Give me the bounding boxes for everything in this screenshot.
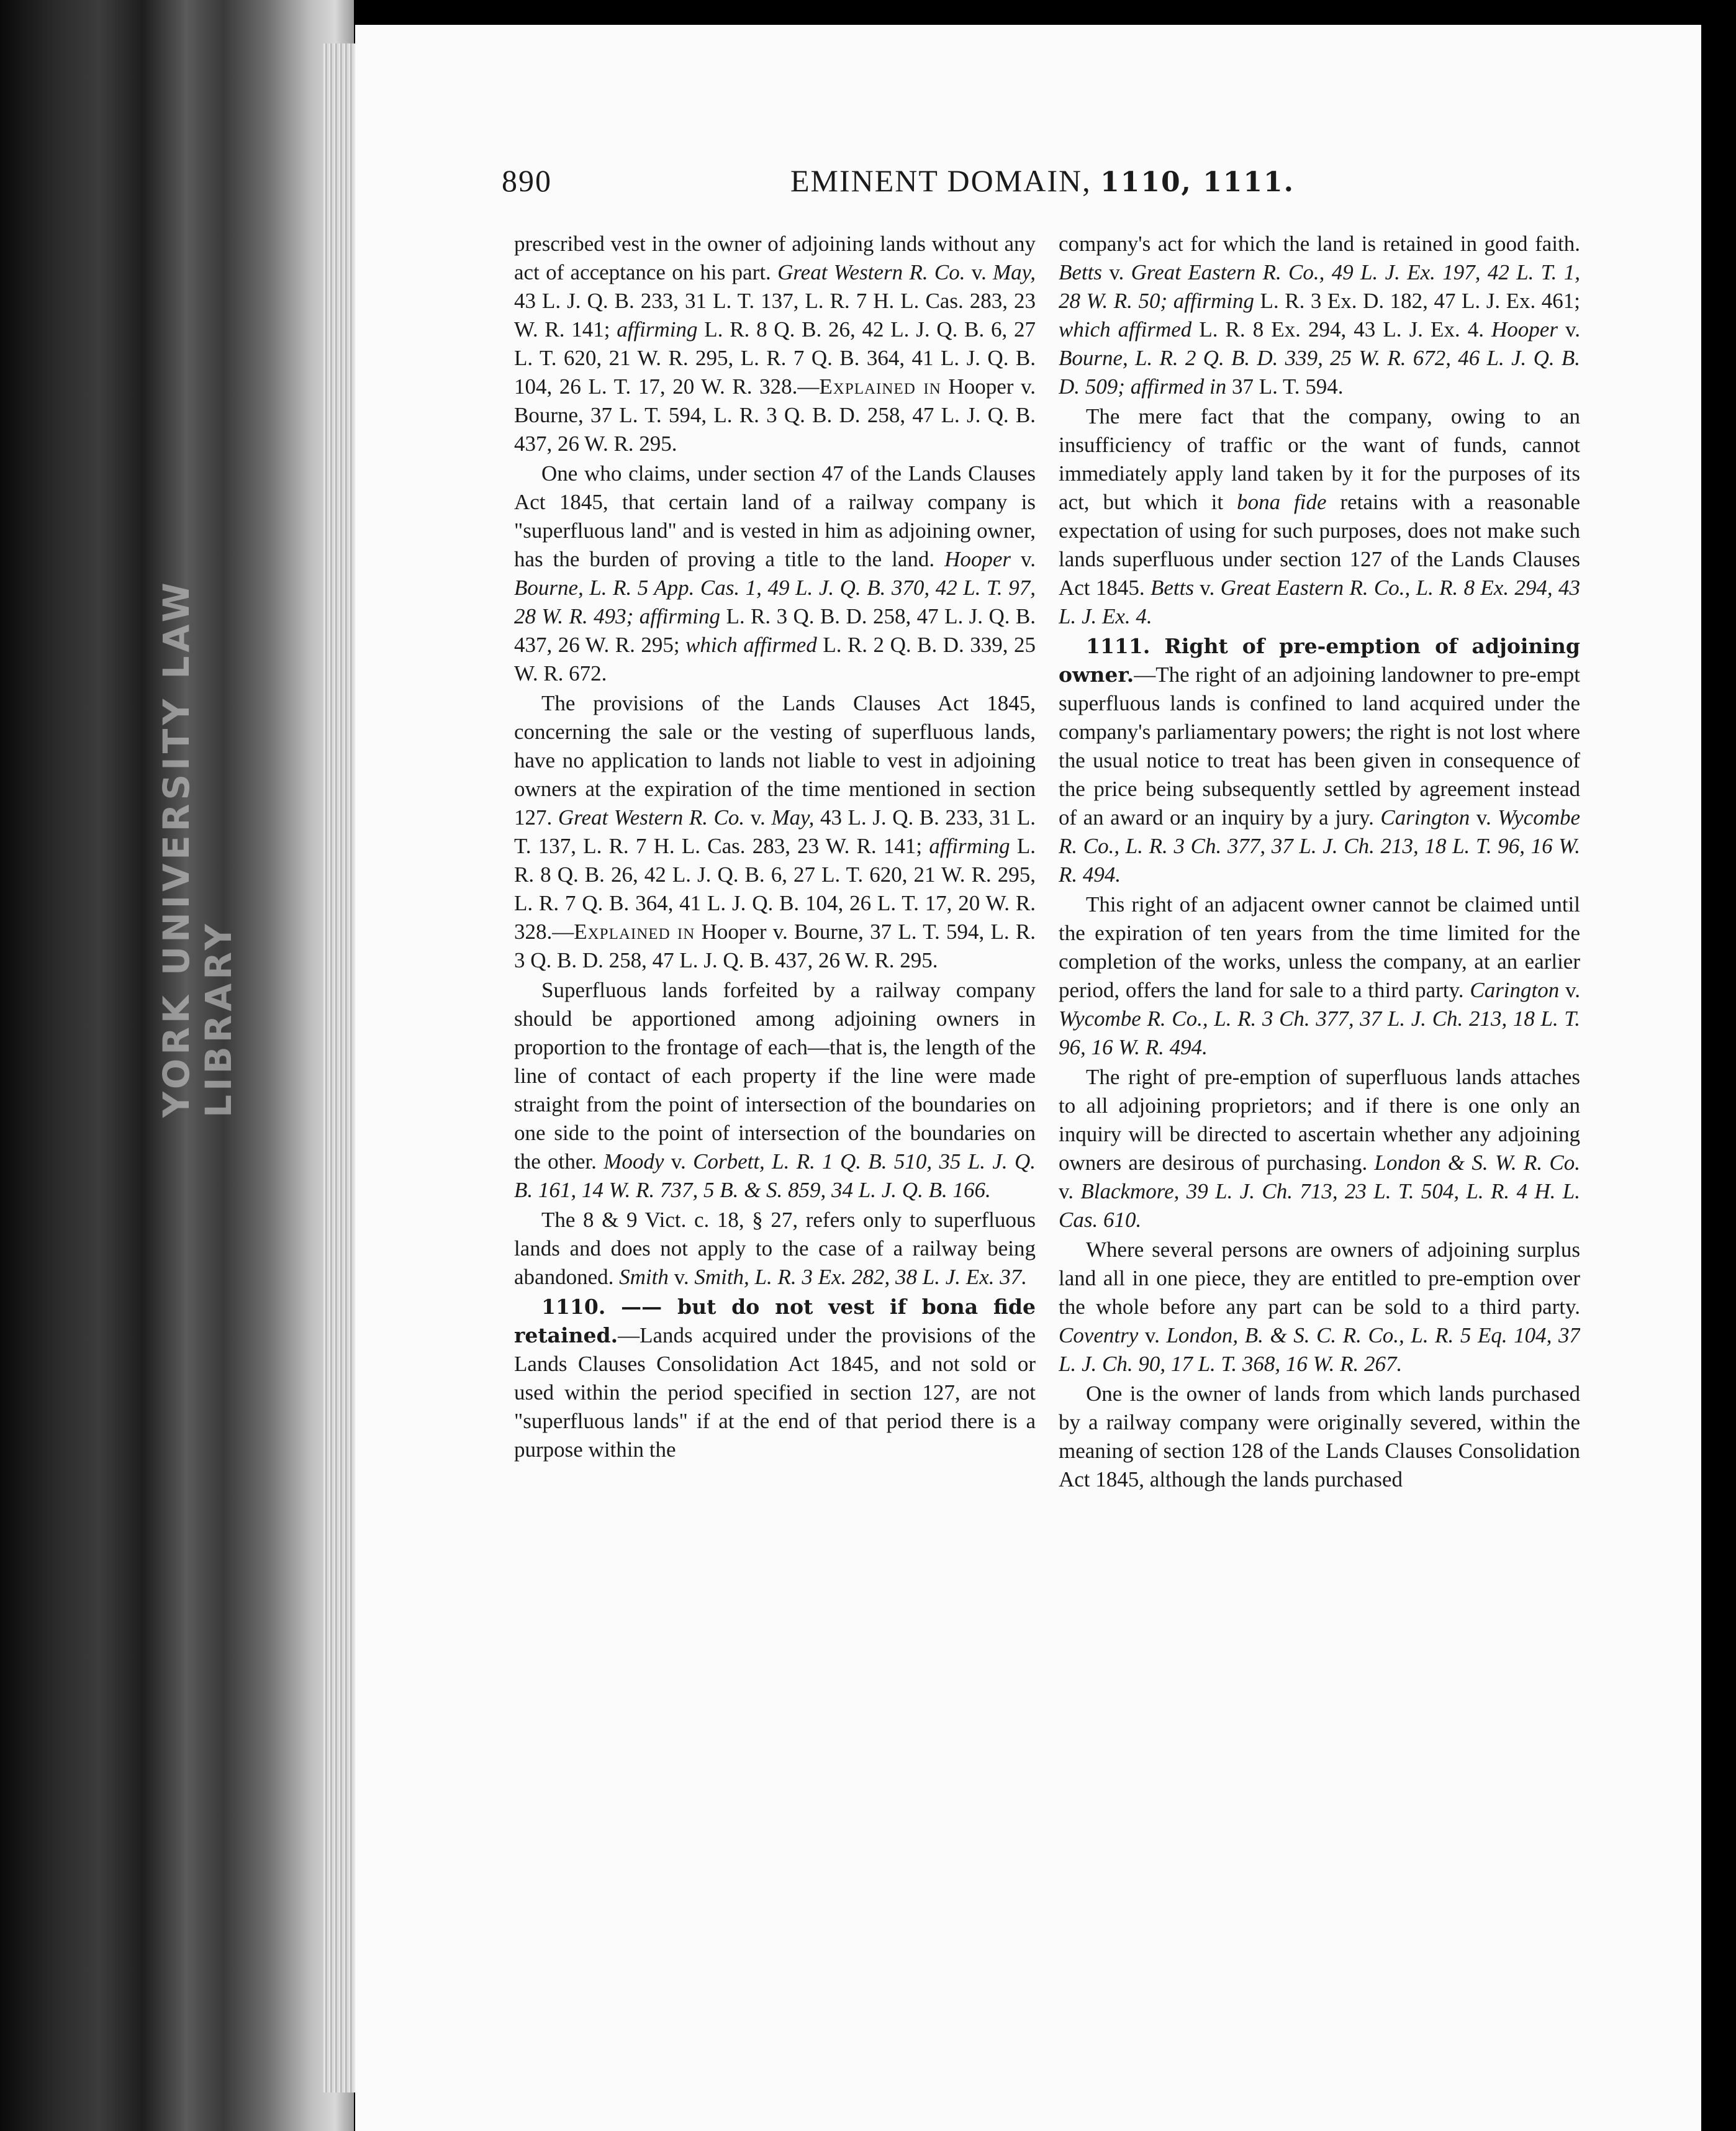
library-stamp: YORK UNIVERSITY LAW LIBRARY xyxy=(155,579,240,1118)
paragraph: The 8 & 9 Vict. c. 18, § 27, refers only to superfluous lands and does not apply to the case of a railway being abandoned. Smith v. Smith, L. R. 3 Ex. 282, 38 L. J. Ex. 37. xyxy=(514,1208,1036,1289)
running-header xyxy=(502,163,1309,212)
paragraph: Superfluous lands forfeited by a railway company should be apportioned among adjoining owners in proportion to the frontage of each—that is, the length of the line of contact of each property if the line were made straight from the point of intersection of the boundaries on one side to the point of intersection of the boundaries on the other. Moody v. Corbett, L. R. 1 Q. B. 510, 35 L. J. Q. B. 161, 14 W. R. 737, 5 B. & S. 859, 34 L. J. Q. B. 166. xyxy=(514,978,1036,1202)
running-title xyxy=(790,163,1295,199)
paragraph: One is the owner of lands from which lands purchased by a railway company were originally severed, within the meaning of section 128 of the Lands Clauses Consolidation Act 1845, although the lands purchased xyxy=(1059,1382,1580,1491)
section-1110: 1110. —— but do not vest if bona fide retained.—Lands acquired under the provisions of the Lands Clauses Consolidation Act 1845, and not sold or used within the period specified in section 127, are not "superfluous lands" if at the end of that period there is a purpose within the xyxy=(514,1295,1036,1462)
paragraph: The mere fact that the company, owing to an insufficiency of traffic or the want of funds, cannot immediately apply land taken by it for the purposes of its act, but which it bona fide retains with a reasonable expectation of using for such purposes, does not make such lands superfluous under section 127 of the Lands Clauses Act 1845. Betts v. Great Eastern R. Co., L. R. 8 Ex. 294, 43 L. J. Ex. 4. xyxy=(1059,404,1580,628)
right-column xyxy=(1059,230,1580,2080)
section-heading: 1111. Right of pre-emption of adjoining owner. xyxy=(1059,634,1580,687)
paragraph: company's act for which the land is retained in good faith. Betts v. Great Eastern R. Co., 49 L. J. Ex. 197, 42 L. T. 1, 28 W. R. 50; affirming L. R. 3 Ex. D. 182, 47 L. J. Ex. 461; which affirmed L. R. 8 Ex. 294, 43 L. J. Ex. 4. Hooper v. Bourne, L. R. 2 Q. B. D. 339, 25 W. R. 672, 46 L. J. Q. B. D. 509; affirmed in 37 L. T. 594. xyxy=(1059,232,1580,399)
section-range: 1110, 1111. xyxy=(1100,166,1295,198)
section-1111: 1111. Right of pre-emption of adjoining owner.—The right of an adjoining landowner to pre-empt superfluous lands is confined to land acquired under the company's parliamentary powers; the right is not lost where the usual notice to treat has been given in consequence of the price being subsequently settled by agreement instead of an award or an inquiry by a jury. Carington v. Wycombe R. Co., L. R. 3 Ch. 377, 37 L. J. Ch. 213, 18 L. T. 96, 16 W. R. 494. xyxy=(1059,634,1580,887)
paragraph: Where several persons are owners of adjoining surplus land all in one piece, they are entitled to pre-emption over the whole before any part can be sold to a third party. Coventry v. London, B. & S. C. R. Co., L. R. 5 Eq. 104, 37 L. J. Ch. 90, 17 L. T. 368, 16 W. R. 267. xyxy=(1059,1237,1580,1376)
paragraph: The right of pre-emption of superfluous lands attaches to all adjoining proprietors; and if there is one only an inquiry will be directed to ascertain whether any adjoining owners are desirous of purchasing. London & S. W. R. Co. v. Blackmore, 39 L. J. Ch. 713, 23 L. T. 504, L. R. 4 H. L. Cas. 610. xyxy=(1059,1065,1580,1232)
section-heading: 1110. —— but do not vest if bona fide retained. xyxy=(514,1295,1036,1347)
page-edges xyxy=(323,43,360,2093)
chapter-title: EMINENT DOMAIN, xyxy=(790,163,1092,198)
paragraph: One who claims, under section 47 of the Lands Clauses Act 1845, that certain land of a railway company is "superfluous land" and is vested in him as adjoining owner, has the burden of proving a title to the land. Hooper v. Bourne, L. R. 5 App. Cas. 1, 49 L. J. Q. B. 370, 42 L. T. 97, 28 W. R. 493; affirming L. R. 3 Q. B. D. 258, 47 L. J. Q. B. 437, 26 W. R. 295; which affirmed L. R. 2 Q. B. D. 339, 25 W. R. 672. xyxy=(514,461,1036,685)
paragraph: The provisions of the Lands Clauses Act 1845, concerning the sale or the vesting of superfluous lands, have no application to lands not liable to vest in adjoining owners at the expiration of the time mentioned in section 127. Great Western R. Co. v. May, 43 L. J. Q. B. 233, 31 L. T. 137, L. R. 7 H. L. Cas. 283, 23 W. R. 141; affirming L. R. 8 Q. B. 26, 42 L. J. Q. B. 6, 27 L. T. 620, 21 W. R. 295, L. R. 7 Q. B. 364, 41 L. J. Q. B. 104, 26 L. T. 17, 20 W. R. 328.—Explained in Hooper v. Bourne, 37 L. T. 594, L. R. 3 Q. B. D. 258, 47 L. J. Q. B. 437, 26 W. R. 295. xyxy=(514,691,1036,972)
paragraph: prescribed vest in the owner of adjoining lands without any act of acceptance on his part. Great Western R. Co. v. May, 43 L. J. Q. B. 233, 31 L. T. 137, L. R. 7 H. L. Cas. 283, 23 W. R. 141; affirming L. R. 8 Q. B. 26, 42 L. J. Q. B. 6, 27 L. T. 620, 21 W. R. 295, L. R. 7 Q. B. 364, 41 L. J. Q. B. 104, 26 L. T. 17, 20 W. R. 328.—Explained in Hooper v. Bourne, 37 L. T. 594, L. R. 3 Q. B. D. 258, 47 L. J. Q. B. 437, 26 W. R. 295. xyxy=(514,232,1036,456)
left-column xyxy=(514,230,1036,2080)
scan-border xyxy=(1701,0,1736,2131)
paragraph: This right of an adjacent owner cannot be claimed until the expiration of ten years from the time limited for the completion of the works, unless the company, at an earlier period, offers the land for sale to a third party. Carington v. Wycombe R. Co., L. R. 3 Ch. 377, 37 L. J. Ch. 213, 18 L. T. 96, 16 W. R. 494. xyxy=(1059,892,1580,1059)
page-number: 890 xyxy=(502,163,552,198)
